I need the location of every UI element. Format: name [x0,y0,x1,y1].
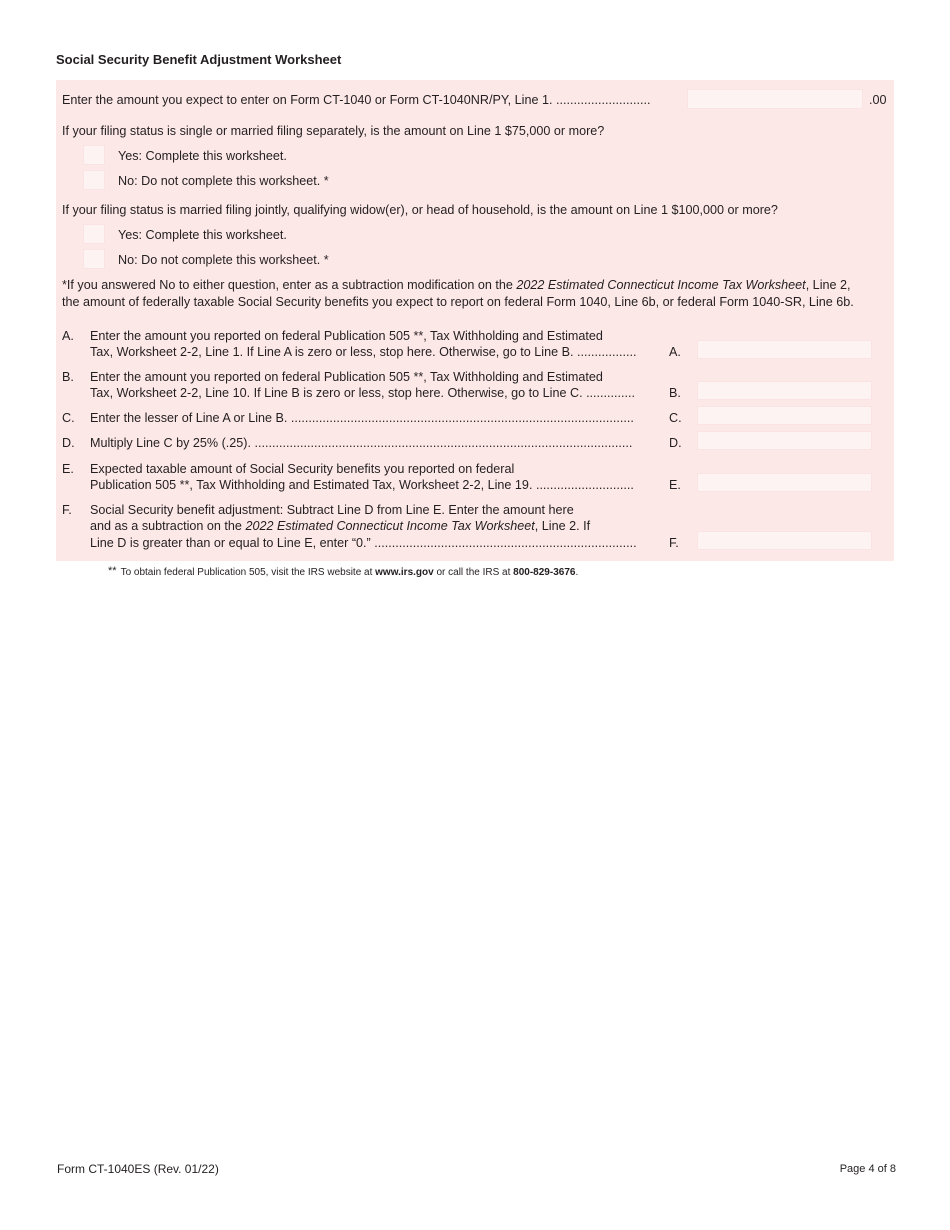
irs-website-link[interactable]: www.irs.gov [375,567,434,578]
line-b-letter: B. [62,370,74,384]
note-text-1: *If you answered No to either question, enter as a subtraction modification on the [62,278,517,292]
line-d-end-label: D. [669,436,682,450]
line-e-end-label: E. [669,478,681,492]
line-c-letter: C. [62,411,75,425]
footnote-text-1: To obtain federal Publication 505, visit the IRS website at [120,567,376,578]
line-a-letter: A. [62,329,74,343]
line-e-letter: E. [62,462,74,476]
footnote-text-2: or call the IRS at [433,567,514,578]
line-e-text-1: Expected taxable amount of Social Security benefits you reported on federal [90,462,515,476]
q2-no-label: No: Do not complete this worksheet. * [118,253,329,267]
line-b-text-1: Enter the amount you reported on federal Publication 505 **, Tax Withholding and Estimated [90,370,603,384]
line-f-text-3: Line D is greater than or equal to Line E, enter “0.” ........................................................................... [90,536,637,550]
q2-no-checkbox[interactable] [83,249,105,269]
line-f-text-1: Social Security benefit adjustment: Subtract Line D from Line E. Enter the amount here [90,503,574,517]
line1-instruction: Enter the amount you expect to enter on Form CT-1040 or Form CT-1040NR/PY, Line 1. ........................... [62,93,651,107]
line-f-text-2b: , Line 2. If [534,519,591,533]
publication-footnote [108,565,578,578]
q1-no-checkbox[interactable] [83,170,105,190]
line-f-amount-field[interactable] [697,531,872,550]
q1-yes-label: Yes: Complete this worksheet. [118,149,287,163]
note-text-line2: the amount of federally taxable Social Security benefits you expect to report on federal Form 1040, Line 6b, or federal Form 1040-SR, Line 6b. [62,295,854,309]
line-b-end-label: B. [669,386,681,400]
line-b-amount-field[interactable] [697,381,872,400]
q1-yes-checkbox[interactable] [83,145,105,165]
line-f-italic-worksheet: 2022 Estimated Connecticut Income Tax Worksheet [245,519,535,533]
line-e-amount-field[interactable] [697,473,872,492]
line-a-end-label: A. [669,345,681,359]
line-a-text-1: Enter the amount you reported on federal Publication 505 **, Tax Withholding and Estimated [90,329,603,343]
line-f-text-2 [90,518,590,534]
note-italic-worksheet: 2022 Estimated Connecticut Income Tax Worksheet [516,278,806,292]
line-c-end-label: C. [669,411,682,425]
line-b-text-2: Tax, Worksheet 2-2, Line 10. If Line B is zero or less, stop here. Otherwise, go to Line C. .............. [90,386,636,400]
q1-no-label: No: Do not complete this worksheet. * [118,174,329,188]
worksheet-title: Social Security Benefit Adjustment Worksheet [56,52,342,67]
line-a-text-2: Tax, Worksheet 2-2, Line 1. If Line A is zero or less, stop here. Otherwise, go to Line B. ................. [90,345,637,359]
line-d-letter: D. [62,436,75,450]
footnote-stars: ** [108,565,117,577]
q2-yes-label: Yes: Complete this worksheet. [118,228,287,242]
footnote-text-3: . [575,567,579,578]
line-c-text: Enter the lesser of Line A or Line B. .................................................................................................. [90,411,634,425]
no-answer-note [62,277,851,293]
line-a-amount-field[interactable] [697,340,872,359]
form-identifier: Form CT-1040ES (Rev. 01/22) [57,1162,219,1176]
question-joint-status: If your filing status is married filing jointly, qualifying widow(er), or head of household, is the amount on Line 1 $100,000 or more? [62,203,778,217]
line-e-text-2: Publication 505 **, Tax Withholding and Estimated Tax, Worksheet 2-2, Line 19. ............................ [90,478,634,492]
irs-phone-number: 800-829-3676 [513,567,576,578]
line1-cents: .00 [869,93,887,107]
line-f-end-label: F. [669,536,679,550]
line-c-amount-field[interactable] [697,406,872,425]
page-number: Page 4 of 8 [839,1163,896,1175]
line-f-text-2a: and as a subtraction on the [90,519,246,533]
line-d-text: Multiply Line C by 25% (.25). ............................................................................................................ [90,436,633,450]
line1-amount-field[interactable] [687,89,863,109]
line-f-letter: F. [62,503,72,517]
note-text-2: , Line 2, [805,278,851,292]
line-d-amount-field[interactable] [697,431,872,450]
question-single-status: If your filing status is single or married filing separately, is the amount on Line 1 $75,000 or more? [62,124,605,138]
q2-yes-checkbox[interactable] [83,224,105,244]
worksheet-panel [56,80,894,561]
